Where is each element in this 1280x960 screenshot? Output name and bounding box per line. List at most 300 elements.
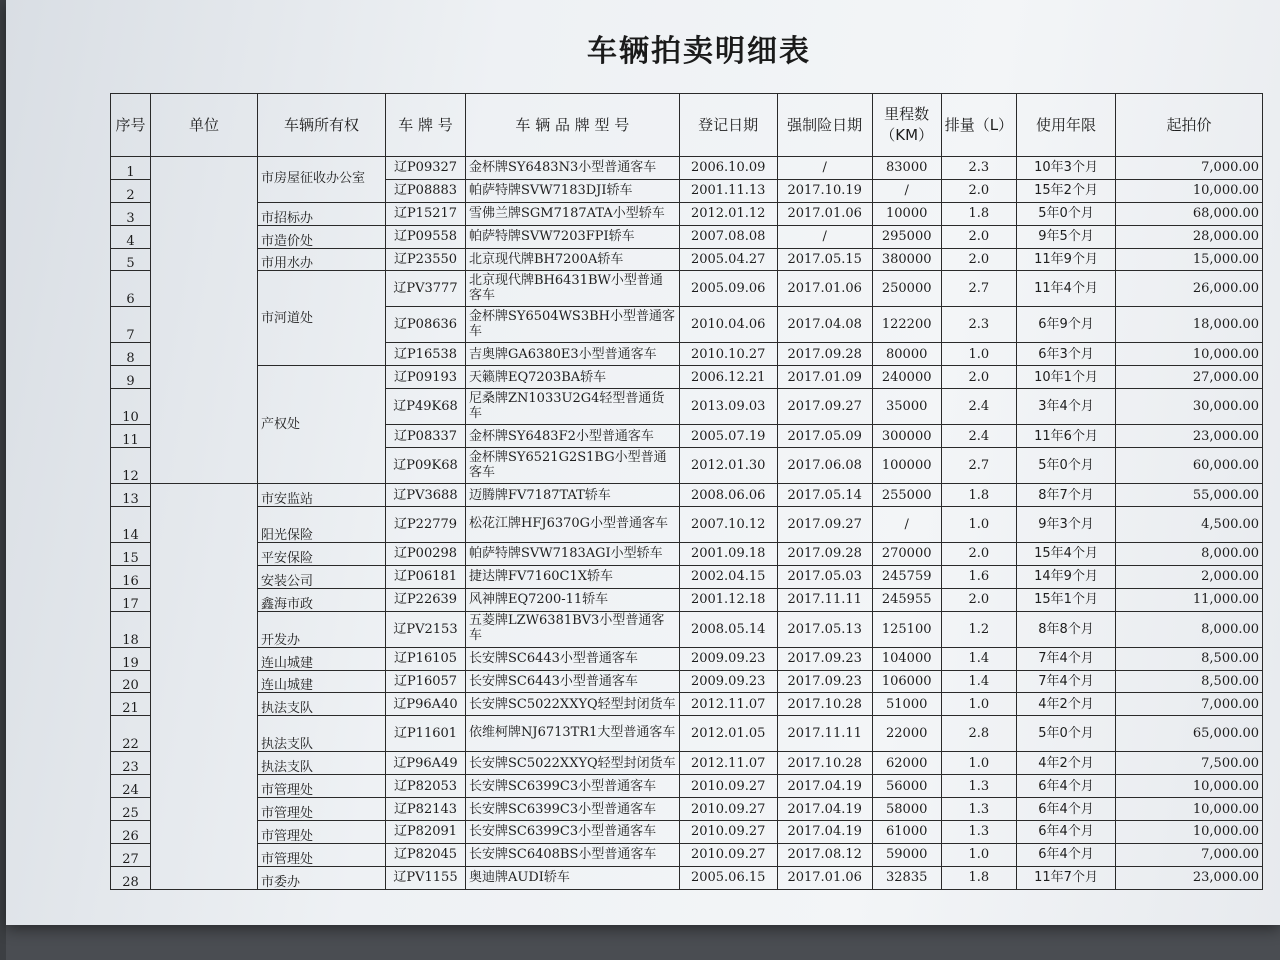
insurance-date-cell: 2017.05.13	[777, 611, 872, 647]
insurance-date-cell: 2017.05.14	[777, 484, 872, 507]
start-price-cell: 7,000.00	[1116, 843, 1263, 866]
registration-date-cell: 2012.01.05	[679, 716, 777, 752]
displacement-cell: 1.0	[941, 843, 1016, 866]
header-no: 序号	[111, 94, 151, 157]
model-cell: 五菱牌LZW6381BV3小型普通客车	[466, 611, 680, 647]
insurance-date-cell: 2017.09.28	[777, 343, 872, 366]
table-row	[111, 507, 1263, 543]
registration-date-cell: 2005.07.19	[679, 425, 777, 448]
service-life-cell: 11年9个月	[1017, 248, 1116, 271]
plate-cell: 辽P08636	[386, 307, 466, 343]
service-life-cell: 8年8个月	[1017, 611, 1116, 647]
mileage-cell: 245759	[872, 565, 941, 588]
row-number: 24	[111, 775, 151, 798]
table-row	[111, 366, 1263, 389]
mileage-cell: 300000	[872, 425, 941, 448]
insurance-date-cell: 2017.08.12	[777, 843, 872, 866]
service-life-cell: 15年1个月	[1017, 588, 1116, 611]
row-number: 21	[111, 693, 151, 716]
owner-cell: 执法支队	[258, 752, 386, 775]
row-number: 20	[111, 670, 151, 693]
registration-date-cell: 2002.04.15	[679, 565, 777, 588]
start-price-cell: 8,000.00	[1116, 611, 1263, 647]
plate-cell: 辽P82045	[386, 843, 466, 866]
start-price-cell: 23,000.00	[1116, 866, 1263, 889]
model-cell: 金杯牌SY6521G2S1BG小型普通客车	[466, 448, 680, 484]
table-row	[111, 716, 1263, 752]
mileage-cell: 61000	[872, 821, 941, 844]
table-row	[111, 752, 1263, 775]
displacement-cell: 1.4	[941, 647, 1016, 670]
registration-date-cell: 2010.09.27	[679, 775, 777, 798]
registration-date-cell: 2010.09.27	[679, 843, 777, 866]
insurance-date-cell: 2017.01.06	[777, 202, 872, 225]
registration-date-cell: 2013.09.03	[679, 389, 777, 425]
plate-cell: 辽P82091	[386, 821, 466, 844]
registration-date-cell: 2010.10.27	[679, 343, 777, 366]
row-number: 13	[111, 484, 151, 507]
registration-date-cell: 2012.01.12	[679, 202, 777, 225]
start-price-cell: 10,000.00	[1116, 343, 1263, 366]
document-title: 车辆拍卖明细表	[587, 34, 811, 69]
plate-cell: 辽P22779	[386, 507, 466, 543]
service-life-cell: 15年2个月	[1017, 179, 1116, 202]
mileage-cell: 125100	[872, 611, 941, 647]
displacement-cell: 1.6	[941, 565, 1016, 588]
row-number: 27	[111, 843, 151, 866]
model-cell: 吉奥牌GA6380E3小型普通客车	[466, 343, 680, 366]
displacement-cell: 2.7	[941, 448, 1016, 484]
displacement-cell: 2.0	[941, 248, 1016, 271]
owner-cell: 市房屋征收办公室	[258, 157, 386, 203]
start-price-cell: 10,000.00	[1116, 821, 1263, 844]
plate-cell: 辽P09K68	[386, 448, 466, 484]
owner-cell: 产权处	[258, 366, 386, 484]
service-life-cell: 3年4个月	[1017, 389, 1116, 425]
mileage-cell: 295000	[872, 225, 941, 248]
mileage-cell: 83000	[872, 157, 941, 180]
plate-cell: 辽PV2153	[386, 611, 466, 647]
service-life-cell: 11年6个月	[1017, 425, 1116, 448]
registration-date-cell: 2005.06.15	[679, 866, 777, 889]
table-row	[111, 670, 1263, 693]
row-number: 14	[111, 507, 151, 543]
start-price-cell: 8,500.00	[1116, 647, 1263, 670]
plate-cell: 辽P82053	[386, 775, 466, 798]
start-price-cell: 10,000.00	[1116, 775, 1263, 798]
owner-cell: 市委办	[258, 866, 386, 889]
mileage-cell: 32835	[872, 866, 941, 889]
plate-cell: 辽PV3688	[386, 484, 466, 507]
header-service-life: 使用年限	[1017, 94, 1116, 157]
header-displacement: 排量（L）	[941, 94, 1016, 157]
owner-cell: 开发办	[258, 611, 386, 647]
row-number: 1	[111, 157, 151, 180]
start-price-cell: 7,500.00	[1116, 752, 1263, 775]
mileage-cell: 245955	[872, 588, 941, 611]
service-life-cell: 14年9个月	[1017, 565, 1116, 588]
displacement-cell: 1.8	[941, 866, 1016, 889]
row-number: 3	[111, 202, 151, 225]
service-life-cell: 15年4个月	[1017, 543, 1116, 566]
mileage-cell: 380000	[872, 248, 941, 271]
insurance-date-cell: 2017.09.23	[777, 647, 872, 670]
owner-cell: 市用水办	[258, 248, 386, 271]
plate-cell: 辽PV3777	[386, 271, 466, 307]
model-cell: 长安牌SC6399C3小型普通客车	[466, 798, 680, 821]
mileage-cell: 100000	[872, 448, 941, 484]
model-cell: 帕萨特牌SVW7183DJI轿车	[466, 179, 680, 202]
registration-date-cell: 2010.04.06	[679, 307, 777, 343]
row-number: 11	[111, 425, 151, 448]
start-price-cell: 10,000.00	[1116, 179, 1263, 202]
mileage-cell: 59000	[872, 843, 941, 866]
insurance-date-cell: /	[777, 157, 872, 180]
model-cell: 北京现代牌BH7200A轿车	[466, 248, 680, 271]
table-row	[111, 225, 1263, 248]
displacement-cell: 1.0	[941, 693, 1016, 716]
table-row	[111, 202, 1263, 225]
insurance-date-cell: 2017.05.09	[777, 425, 872, 448]
start-price-cell: 30,000.00	[1116, 389, 1263, 425]
model-cell: 奥迪牌AUDI轿车	[466, 866, 680, 889]
insurance-date-cell: 2017.09.23	[777, 670, 872, 693]
mileage-cell: 22000	[872, 716, 941, 752]
row-number: 5	[111, 248, 151, 271]
service-life-cell: 5年0个月	[1017, 716, 1116, 752]
plate-cell: 辽P09193	[386, 366, 466, 389]
service-life-cell: 5年0个月	[1017, 202, 1116, 225]
model-cell: 雪佛兰牌SGM7187ATA小型轿车	[466, 202, 680, 225]
service-life-cell: 4年2个月	[1017, 752, 1116, 775]
insurance-date-cell: 2017.04.08	[777, 307, 872, 343]
insurance-date-cell: 2017.09.28	[777, 543, 872, 566]
plate-cell: 辽P96A49	[386, 752, 466, 775]
row-number: 23	[111, 752, 151, 775]
header-insurance-date: 强制险日期	[777, 94, 872, 157]
table-row	[111, 821, 1263, 844]
start-price-cell: 8,000.00	[1116, 543, 1263, 566]
header-start-price: 起拍价	[1116, 94, 1263, 157]
owner-cell: 执法支队	[258, 716, 386, 752]
registration-date-cell: 2009.09.23	[679, 670, 777, 693]
table-row	[111, 248, 1263, 271]
row-number: 17	[111, 588, 151, 611]
owner-cell: 市招标办	[258, 202, 386, 225]
owner-cell: 连山城建	[258, 670, 386, 693]
model-cell: 北京现代牌BH6431BW小型普通客车	[466, 271, 680, 307]
owner-cell: 市河道处	[258, 271, 386, 366]
displacement-cell: 2.8	[941, 716, 1016, 752]
plate-cell: 辽P96A40	[386, 693, 466, 716]
mileage-cell: 62000	[872, 752, 941, 775]
row-number: 18	[111, 611, 151, 647]
row-number: 15	[111, 543, 151, 566]
header-owner: 车辆所有权	[258, 94, 386, 157]
owner-cell: 执法支队	[258, 693, 386, 716]
displacement-cell: 2.0	[941, 588, 1016, 611]
mileage-cell: 122200	[872, 307, 941, 343]
row-number: 19	[111, 647, 151, 670]
insurance-date-cell: 2017.06.08	[777, 448, 872, 484]
start-price-cell: 7,000.00	[1116, 693, 1263, 716]
table-row	[111, 484, 1263, 507]
model-cell: 松花江牌HFJ6370G小型普通客车	[466, 507, 680, 543]
model-cell: 长安牌SC5022XXYQ轻型封闭货车	[466, 752, 680, 775]
model-cell: 长安牌SC5022XXYQ轻型封闭货车	[466, 693, 680, 716]
row-number: 28	[111, 866, 151, 889]
table-row	[111, 693, 1263, 716]
displacement-cell: 1.3	[941, 821, 1016, 844]
mileage-cell: 255000	[872, 484, 941, 507]
insurance-date-cell: 2017.10.28	[777, 693, 872, 716]
plate-cell: 辽PV1155	[386, 866, 466, 889]
row-number: 26	[111, 821, 151, 844]
displacement-cell: 2.3	[941, 157, 1016, 180]
service-life-cell: 6年3个月	[1017, 343, 1116, 366]
start-price-cell: 11,000.00	[1116, 588, 1263, 611]
service-life-cell: 9年3个月	[1017, 507, 1116, 543]
displacement-cell: 1.0	[941, 752, 1016, 775]
plate-cell: 辽P00298	[386, 543, 466, 566]
insurance-date-cell: 2017.11.11	[777, 716, 872, 752]
header-mileage	[872, 94, 941, 157]
start-price-cell: 2,000.00	[1116, 565, 1263, 588]
model-cell: 天籁牌EQ7203BA轿车	[466, 366, 680, 389]
start-price-cell: 28,000.00	[1116, 225, 1263, 248]
table-row	[111, 565, 1263, 588]
insurance-date-cell: 2017.01.09	[777, 366, 872, 389]
mileage-cell: 51000	[872, 693, 941, 716]
displacement-cell: 1.0	[941, 343, 1016, 366]
start-price-cell: 23,000.00	[1116, 425, 1263, 448]
plate-cell: 辽P08337	[386, 425, 466, 448]
row-number: 9	[111, 366, 151, 389]
registration-date-cell: 2007.08.08	[679, 225, 777, 248]
mileage-cell: 10000	[872, 202, 941, 225]
plate-cell: 辽P11601	[386, 716, 466, 752]
service-life-cell: 7年4个月	[1017, 670, 1116, 693]
registration-date-cell: 2006.10.09	[679, 157, 777, 180]
owner-cell: 市管理处	[258, 775, 386, 798]
insurance-date-cell: 2017.05.03	[777, 565, 872, 588]
displacement-cell: 2.4	[941, 389, 1016, 425]
table-row	[111, 611, 1263, 647]
insurance-date-cell: 2017.09.27	[777, 389, 872, 425]
registration-date-cell: 2012.01.30	[679, 448, 777, 484]
registration-date-cell: 2010.09.27	[679, 798, 777, 821]
auction-table	[110, 93, 1263, 890]
displacement-cell: 1.8	[941, 202, 1016, 225]
start-price-cell: 65,000.00	[1116, 716, 1263, 752]
plate-cell: 辽P06181	[386, 565, 466, 588]
mileage-cell: 35000	[872, 389, 941, 425]
service-life-cell: 6年4个月	[1017, 821, 1116, 844]
owner-cell: 市管理处	[258, 843, 386, 866]
owner-cell: 市管理处	[258, 798, 386, 821]
insurance-date-cell: 2017.05.15	[777, 248, 872, 271]
model-cell: 帕萨特牌SVW7203FPI轿车	[466, 225, 680, 248]
table-row	[111, 843, 1263, 866]
model-cell: 依维柯牌NJ6713TR1大型普通客车	[466, 716, 680, 752]
start-price-cell: 7,000.00	[1116, 157, 1263, 180]
model-cell: 风神牌EQ7200-11轿车	[466, 588, 680, 611]
table-header-row	[111, 94, 1263, 157]
mileage-cell: 270000	[872, 543, 941, 566]
service-life-cell: 7年4个月	[1017, 647, 1116, 670]
start-price-cell: 60,000.00	[1116, 448, 1263, 484]
row-number: 12	[111, 448, 151, 484]
plate-cell: 辽P82143	[386, 798, 466, 821]
row-number: 8	[111, 343, 151, 366]
service-life-cell: 10年1个月	[1017, 366, 1116, 389]
plate-cell: 辽P15217	[386, 202, 466, 225]
row-number: 7	[111, 307, 151, 343]
owner-cell: 平安保险	[258, 543, 386, 566]
model-cell: 捷达牌FV7160C1X轿车	[466, 565, 680, 588]
insurance-date-cell: 2017.01.06	[777, 271, 872, 307]
registration-date-cell: 2005.04.27	[679, 248, 777, 271]
plate-cell: 辽P16057	[386, 670, 466, 693]
owner-cell: 市管理处	[258, 821, 386, 844]
registration-date-cell: 2009.09.23	[679, 647, 777, 670]
table-row	[111, 866, 1263, 889]
displacement-cell: 2.4	[941, 425, 1016, 448]
plate-cell: 辽P09558	[386, 225, 466, 248]
start-price-cell: 27,000.00	[1116, 366, 1263, 389]
registration-date-cell: 2001.11.13	[679, 179, 777, 202]
row-number: 16	[111, 565, 151, 588]
table-row	[111, 271, 1263, 307]
start-price-cell: 8,500.00	[1116, 670, 1263, 693]
mileage-cell: 240000	[872, 366, 941, 389]
insurance-date-cell: /	[777, 225, 872, 248]
table-row	[111, 647, 1263, 670]
model-cell: 尼桑牌ZN1033U2G4轻型普通货车	[466, 389, 680, 425]
displacement-cell: 2.0	[941, 366, 1016, 389]
registration-date-cell: 2008.06.06	[679, 484, 777, 507]
insurance-date-cell: 2017.04.19	[777, 821, 872, 844]
service-life-cell: 6年4个月	[1017, 843, 1116, 866]
owner-cell: 鑫海市政	[258, 588, 386, 611]
insurance-date-cell: 2017.10.19	[777, 179, 872, 202]
start-price-cell: 15,000.00	[1116, 248, 1263, 271]
insurance-date-cell: 2017.01.06	[777, 866, 872, 889]
plate-cell: 辽P49K68	[386, 389, 466, 425]
table-body	[111, 157, 1263, 890]
model-cell: 帕萨特牌SVW7183AGI小型轿车	[466, 543, 680, 566]
displacement-cell: 2.7	[941, 271, 1016, 307]
row-number: 4	[111, 225, 151, 248]
row-number: 2	[111, 179, 151, 202]
unit-cell	[151, 484, 258, 890]
displacement-cell: 1.8	[941, 484, 1016, 507]
service-life-cell: 8年7个月	[1017, 484, 1116, 507]
plate-cell: 辽P16538	[386, 343, 466, 366]
header-reg-date: 登记日期	[679, 94, 777, 157]
service-life-cell: 11年7个月	[1017, 866, 1116, 889]
table-row	[111, 157, 1263, 180]
unit-cell	[151, 157, 258, 484]
model-cell: 长安牌SC6443小型普通客车	[466, 670, 680, 693]
owner-cell: 市安监站	[258, 484, 386, 507]
registration-date-cell: 2008.05.14	[679, 611, 777, 647]
registration-date-cell: 2001.09.18	[679, 543, 777, 566]
mileage-cell: 250000	[872, 271, 941, 307]
table-row	[111, 798, 1263, 821]
displacement-cell: 2.0	[941, 543, 1016, 566]
row-number: 6	[111, 271, 151, 307]
start-price-cell: 26,000.00	[1116, 271, 1263, 307]
displacement-cell: 1.3	[941, 798, 1016, 821]
row-number: 10	[111, 389, 151, 425]
owner-cell: 连山城建	[258, 647, 386, 670]
plate-cell: 辽P23550	[386, 248, 466, 271]
displacement-cell: 1.3	[941, 775, 1016, 798]
header-plate: 车 牌 号	[386, 94, 466, 157]
mileage-cell: 58000	[872, 798, 941, 821]
model-cell: 长安牌SC6408BS小型普通客车	[466, 843, 680, 866]
registration-date-cell: 2001.12.18	[679, 588, 777, 611]
displacement-cell: 1.2	[941, 611, 1016, 647]
table-row	[111, 543, 1263, 566]
registration-date-cell: 2007.10.12	[679, 507, 777, 543]
model-cell: 长安牌SC6399C3小型普通客车	[466, 775, 680, 798]
start-price-cell: 4,500.00	[1116, 507, 1263, 543]
service-life-cell: 11年4个月	[1017, 271, 1116, 307]
plate-cell: 辽P08883	[386, 179, 466, 202]
service-life-cell: 4年2个月	[1017, 693, 1116, 716]
start-price-cell: 68,000.00	[1116, 202, 1263, 225]
registration-date-cell: 2010.09.27	[679, 821, 777, 844]
service-life-cell: 10年3个月	[1017, 157, 1116, 180]
registration-date-cell: 2012.11.07	[679, 693, 777, 716]
model-cell: 金杯牌SY6483N3小型普通客车	[466, 157, 680, 180]
owner-cell: 市造价处	[258, 225, 386, 248]
table-row	[111, 775, 1263, 798]
registration-date-cell: 2005.09.06	[679, 271, 777, 307]
plate-cell: 辽P16105	[386, 647, 466, 670]
insurance-date-cell: 2017.10.28	[777, 752, 872, 775]
insurance-date-cell: 2017.11.11	[777, 588, 872, 611]
displacement-cell: 2.0	[941, 225, 1016, 248]
mileage-cell: 80000	[872, 343, 941, 366]
mileage-cell: 104000	[872, 647, 941, 670]
displacement-cell: 2.0	[941, 179, 1016, 202]
owner-cell: 阳光保险	[258, 507, 386, 543]
header-mileage-label: 里程数（KM）	[880, 105, 934, 144]
row-number: 22	[111, 716, 151, 752]
header-unit: 单位	[151, 94, 258, 157]
mileage-cell: 106000	[872, 670, 941, 693]
registration-date-cell: 2012.11.07	[679, 752, 777, 775]
row-number: 25	[111, 798, 151, 821]
model-cell: 迈腾牌FV7187TAT轿车	[466, 484, 680, 507]
owner-cell: 安装公司	[258, 565, 386, 588]
start-price-cell: 18,000.00	[1116, 307, 1263, 343]
displacement-cell: 1.0	[941, 507, 1016, 543]
model-cell: 长安牌SC6399C3小型普通客车	[466, 821, 680, 844]
model-cell: 金杯牌SY6504WS3BH小型普通客车	[466, 307, 680, 343]
service-life-cell: 6年4个月	[1017, 775, 1116, 798]
mileage-cell: 56000	[872, 775, 941, 798]
mileage-cell: /	[872, 179, 941, 202]
start-price-cell: 55,000.00	[1116, 484, 1263, 507]
displacement-cell: 2.3	[941, 307, 1016, 343]
plate-cell: 辽P09327	[386, 157, 466, 180]
table-row	[111, 588, 1263, 611]
model-cell: 金杯牌SY6483F2小型普通客车	[466, 425, 680, 448]
